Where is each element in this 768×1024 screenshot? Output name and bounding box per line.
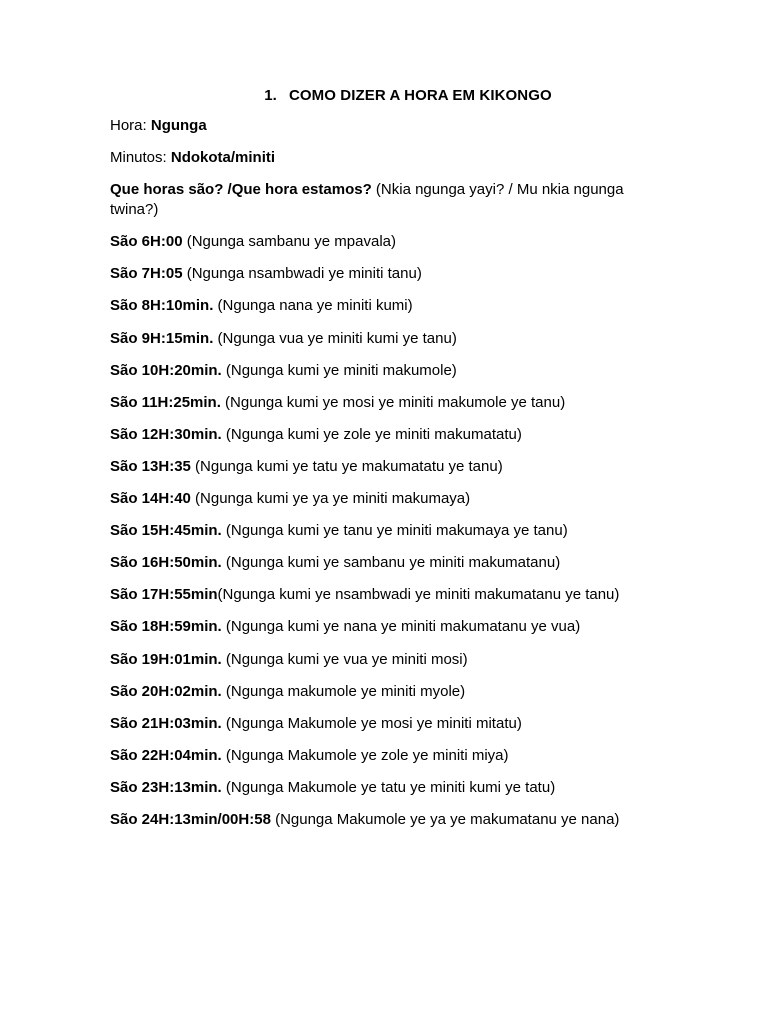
vocab-term: Ndokota/miniti bbox=[170, 149, 276, 167]
time-portuguese: São 23H:13min. bbox=[110, 778, 222, 796]
time-example-line bbox=[110, 264, 678, 284]
time-examples-list bbox=[110, 232, 678, 830]
time-portuguese: São 21H:03min. bbox=[110, 714, 222, 732]
time-kikongo: (Ngunga kumi ye ya ye miniti makumaya) bbox=[190, 490, 471, 508]
time-portuguese: São 19H:01min. bbox=[110, 650, 222, 668]
vocab-label: Hora: bbox=[110, 117, 151, 134]
vocab-hora bbox=[110, 116, 678, 136]
time-example-line bbox=[110, 778, 678, 798]
time-example-line bbox=[110, 329, 678, 349]
time-example-line bbox=[110, 489, 678, 509]
time-example-line bbox=[110, 553, 678, 573]
time-portuguese: São 14H:40 bbox=[110, 490, 191, 508]
time-kikongo: (Ngunga kumi ye mosi ye miniti makumole ye tanu) bbox=[220, 393, 566, 411]
time-portuguese: São 12H:30min. bbox=[110, 425, 222, 443]
time-kikongo: (Ngunga kumi ye miniti makumole) bbox=[221, 361, 457, 379]
time-kikongo: (Ngunga Makumole ye mosi ye miniti mitatu) bbox=[221, 714, 522, 732]
time-example-line bbox=[110, 361, 678, 381]
time-kikongo: (Ngunga Makumole ye zole ye miniti miya) bbox=[221, 746, 509, 764]
time-kikongo: (Ngunga kumi ye tatu ye makumatatu ye tanu) bbox=[190, 457, 503, 475]
time-kikongo: (Ngunga kumi ye nana ye miniti makumatanu ye vua) bbox=[221, 618, 581, 636]
time-portuguese: São 6H:00 bbox=[110, 233, 183, 251]
vocab-label: Minutos: bbox=[110, 149, 171, 167]
time-example-line bbox=[110, 232, 678, 252]
time-portuguese: São 18H:59min. bbox=[110, 618, 222, 636]
time-kikongo: (Ngunga sambanu ye mpavala) bbox=[182, 233, 396, 251]
time-example-line bbox=[110, 425, 678, 445]
time-portuguese: São 17H:55min bbox=[110, 586, 218, 604]
time-kikongo: (Ngunga kumi ye tanu ye miniti makumaya ye tanu) bbox=[221, 522, 568, 540]
time-example-line bbox=[110, 810, 678, 830]
time-example-line bbox=[110, 682, 678, 702]
time-kikongo: (Ngunga kumi ye sambanu ye miniti makumatanu) bbox=[221, 554, 561, 572]
time-example-line bbox=[110, 393, 678, 413]
time-kikongo: (Ngunga kumi ye zole ye miniti makumatatu) bbox=[221, 425, 522, 443]
time-portuguese: São 8H:10min. bbox=[110, 297, 214, 315]
time-example-line bbox=[110, 457, 678, 477]
question-portuguese: Que horas são? /Que hora estamos? bbox=[110, 181, 372, 199]
vocab-term: Ngunga bbox=[150, 117, 207, 134]
time-portuguese: São 15H:45min. bbox=[110, 522, 222, 540]
time-kikongo: (Ngunga Makumole ye tatu ye miniti kumi ye tatu) bbox=[221, 778, 556, 796]
time-example-line bbox=[110, 746, 678, 766]
heading-number: 1. bbox=[264, 87, 277, 104]
time-kikongo: (Ngunga kumi ye nsambwadi ye miniti makumatanu ye tanu) bbox=[217, 586, 620, 604]
section-heading bbox=[138, 86, 678, 106]
time-portuguese: São 7H:05 bbox=[110, 265, 183, 283]
time-kikongo: (Ngunga vua ye miniti kumi ye tanu) bbox=[213, 329, 457, 347]
time-portuguese: São 24H:13min/00H:58 bbox=[110, 810, 271, 828]
time-portuguese: São 11H:25min. bbox=[110, 393, 221, 411]
vocab-minutos bbox=[110, 148, 678, 168]
time-kikongo: (Ngunga Makumole ye ya ye makumatanu ye nana) bbox=[270, 810, 620, 828]
time-kikongo: (Ngunga kumi ye vua ye miniti mosi) bbox=[221, 650, 468, 668]
time-kikongo: (Ngunga makumole ye miniti myole) bbox=[221, 682, 466, 700]
heading-text: COMO DIZER A HORA EM KIKONGO bbox=[288, 87, 552, 104]
time-example-line bbox=[110, 296, 678, 316]
time-example-line bbox=[110, 521, 678, 541]
time-example-line bbox=[110, 650, 678, 670]
time-portuguese: São 20H:02min. bbox=[110, 682, 222, 700]
question-line bbox=[110, 180, 670, 220]
time-example-line bbox=[110, 585, 678, 605]
time-kikongo: (Ngunga nana ye miniti kumi) bbox=[213, 297, 413, 315]
time-kikongo: (Ngunga nsambwadi ye miniti tanu) bbox=[182, 265, 422, 283]
time-portuguese: São 22H:04min. bbox=[110, 746, 222, 764]
time-example-line bbox=[110, 617, 678, 637]
time-portuguese: São 9H:15min. bbox=[110, 329, 214, 347]
time-portuguese: São 16H:50min. bbox=[110, 554, 222, 572]
time-portuguese: São 13H:35 bbox=[110, 457, 191, 475]
time-example-line bbox=[110, 714, 678, 734]
time-portuguese: São 10H:20min. bbox=[110, 361, 222, 379]
question-kikongo: (Nkia ngunga yayi? / Mu nkia ngunga twina?) bbox=[110, 181, 624, 219]
